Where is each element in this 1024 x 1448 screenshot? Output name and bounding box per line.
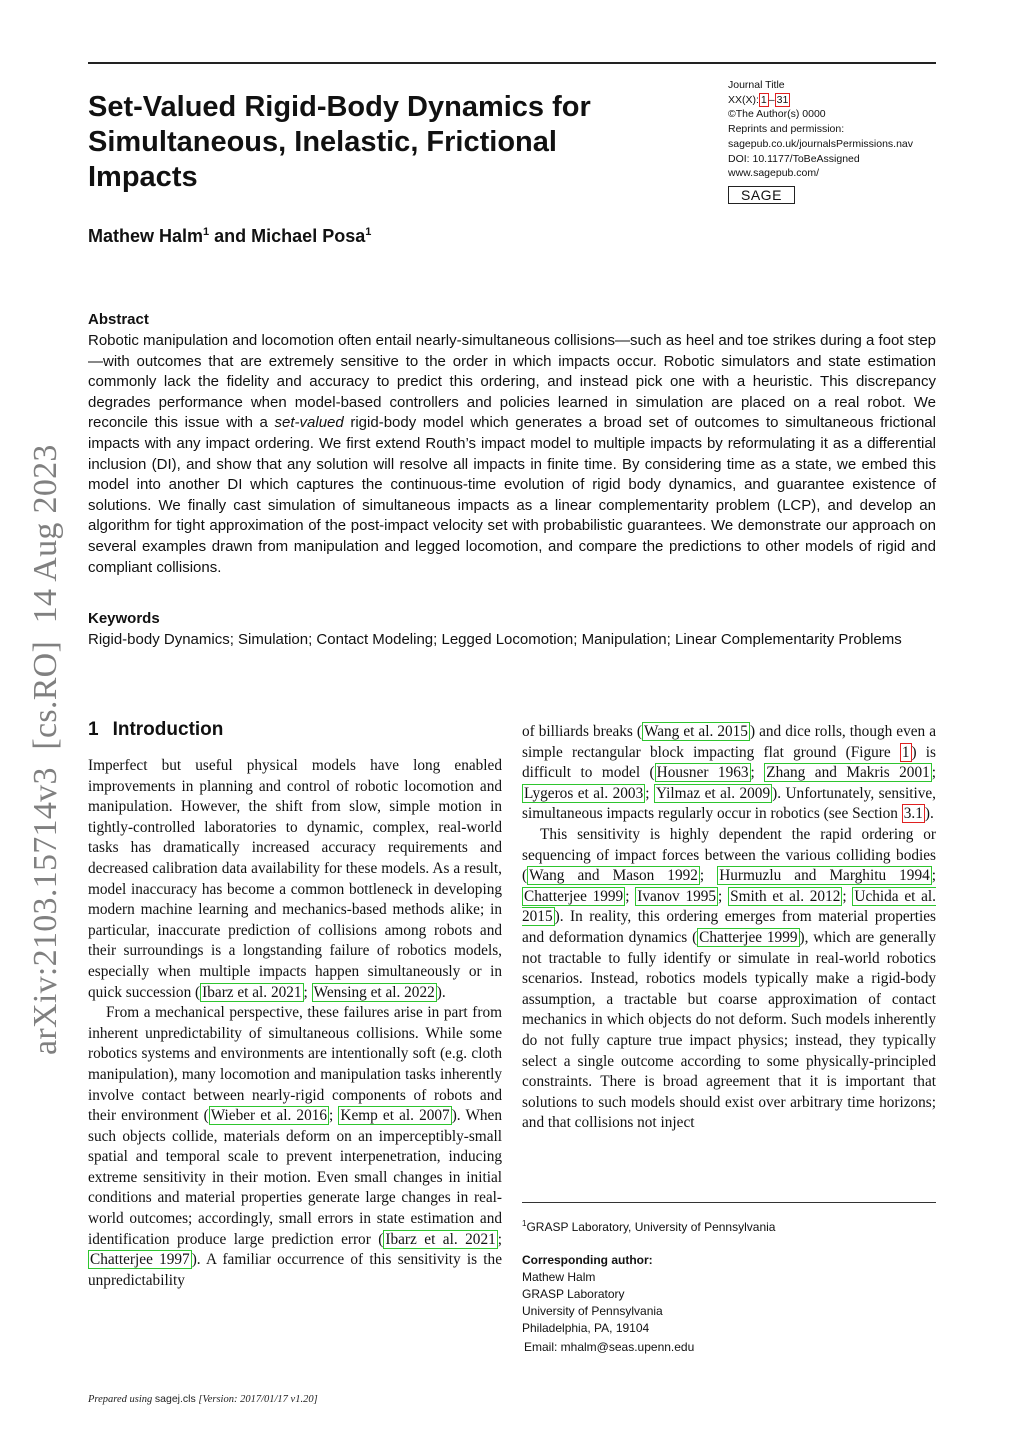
journal-copyright: ©The Author(s) 0000	[728, 108, 826, 121]
keywords-body: Rigid-body Dynamics; Simulation; Contact Modeling; Legged Locomotion; Manipulation; Linear Complementarity Problems	[88, 631, 902, 648]
abstract-body: Robotic manipulation and locomotion often entail nearly-simultaneous collisions—such as heel and toe strikes during a foot step—with outcomes that are extremely sensitive to the order in which impacts occur. Robotic simulators and state estimation commonly lack the fidelity and accuracy to predict this ordering, and instead pick one with a heuristic. This discrepancy degrades performance when model-based controllers and policies learned in simulation are placed on a real robot. We reconcile this issue with a set-valued rigid-body model which generates a broad set of outcomes to simultaneous frictional impacts with any impact ordering. We first extend Routh’s impact model to multiple impacts by reformulating it as a differential inclusion (DI), and show that any solution will resolve all impacts in finite time. By considering time as a state, we embed this model into another DI which captures the continuous-time evolution of rigid body dynamics, and guarantee existence of solutions. We finally cast simulation of simultaneous impacts as a linear complementarity problem (LCP), and develop an algorithm for tight approximation of the post-impact velocity set with probabilistic guarantees. We demonstrate our approach on several examples drawn from manipulation and legged locomotion, and compare the predictions to other models of rigid and compliant collisions.	[88, 332, 936, 576]
left-column	[88, 756, 502, 1291]
citation-link[interactable]: Hurmuzlu and Marghitu 1994	[719, 867, 930, 885]
journal-volume: XX(X): 1 – 31	[728, 93, 789, 106]
page-end-link[interactable]: 31	[776, 93, 789, 106]
citation-link[interactable]: Chatterjee 1999	[524, 887, 624, 905]
citation-link[interactable]: Smith et al. 2012	[730, 887, 841, 905]
citation-link[interactable]: Wang et al. 2015	[644, 723, 748, 740]
citation-link[interactable]: Housner 1963	[656, 764, 749, 782]
keywords-heading: Keywords	[88, 610, 160, 627]
journal-reprints-url: sagepub.co.uk/journalsPermissions.nav	[728, 137, 914, 150]
citation-link[interactable]: Ivanov 1995	[637, 887, 717, 905]
citation-link[interactable]: Chatterjee 1997	[90, 1251, 190, 1269]
section-heading	[88, 719, 223, 741]
figure-ref-link[interactable]: 1	[901, 743, 910, 761]
corresponding-label: Corresponding author:	[522, 1253, 653, 1267]
abstract-heading: Abstract	[88, 311, 149, 328]
author-2-affil: 1	[365, 226, 372, 238]
affiliation-footnote: $^1$GRASP Laboratory, University of Pennsylvania	[522, 1219, 776, 1234]
citation-link[interactable]: Kemp et al. 2007	[340, 1107, 450, 1125]
author-1: Mathew Halm	[88, 226, 204, 246]
paragraph: of billiards breaks ( Wang et al. 2015 ) and dice rolls, though even a simple rectangular block impacting flat ground (Figure 1 ) is difficult to model ( Housner 1963 ; Zhang and Makris 2001 ; Lygeros et al. 2003 ; Yilmaz et al. 2009 ). Unfortunately, sensitive, simultaneous impacts regularly occur in robotics (see Section 3.1 ).	[522, 723, 936, 823]
citation-link[interactable]: Wieber et al. 2016	[210, 1107, 328, 1125]
arxiv-stamp: arXiv:2103.15714v3 [cs.RO] 14 Aug 2023	[27, 444, 64, 1055]
citation-link[interactable]: Yilmaz et al. 2009	[655, 784, 771, 802]
journal-info	[728, 78, 948, 205]
citation-link[interactable]: Uchida et al. 2015	[522, 887, 936, 926]
citation-link[interactable]: Chatterjee 1999	[699, 928, 798, 946]
corresponding-author	[522, 1252, 936, 1356]
citation-link[interactable]: Wensing et al. 2022	[313, 983, 435, 1001]
author-2: Michael Posa	[251, 226, 366, 246]
journal-doi: DOI: 10.1177/ToBeAssigned	[728, 152, 860, 165]
header-rule	[88, 62, 936, 64]
author-1-affil: 1	[203, 226, 210, 238]
citation-link[interactable]: Ibarz et al. 2021	[385, 1230, 496, 1248]
paper-title: Set-Valued Rigid-Body Dynamics for Simultaneous, Inelastic, Frictional Impacts	[88, 91, 591, 193]
footnote-rule	[522, 1202, 936, 1203]
corresponding-name: Mathew Halm	[522, 1270, 596, 1284]
corresponding-lab: GRASP Laboratory	[522, 1287, 625, 1301]
corresponding-city: Philadelphia, PA, 19104	[522, 1321, 650, 1335]
journal-site: www.sagepub.com/	[728, 167, 820, 180]
journal-reprints: Reprints and permission:	[728, 123, 845, 136]
paragraph: Imperfect but useful physical models have long enabled improvements in planning and control of robotic locomotion and manipulation. However, the shift from slow, simple motion in tightly-controlled laboratories to dynamic, complex, real-world tasks has dramatically increased accuracy requirements and decreased calibration data availability for these models. As a result, model inaccuracy has become a common bottleneck in developing modern machine learning and mechanics-based methods alike; in particular, inaccurate prediction of collisions among robots and their surroundings is a longstanding failure of robotics models, especially when multiple impacts happen simultaneously or in quick succession ( Ibarz et al. 2021 ; Wensing et al. 2022 ).	[88, 757, 502, 1001]
section-number: 1	[88, 719, 99, 740]
right-column	[522, 722, 936, 1134]
author-list: Mathew Halm$^1$ and Michael Posa$^1$	[88, 226, 372, 246]
journal-name: Journal Title	[728, 79, 785, 91]
sage-logo: SAGE	[728, 186, 795, 204]
corresponding-email[interactable]: Email: mhalm@seas.upenn.edu	[524, 1340, 695, 1354]
page-start-link[interactable]: 1	[760, 93, 767, 106]
corresponding-univ: University of Pennsylvania	[522, 1304, 663, 1318]
section-title: Introduction	[112, 719, 224, 740]
citation-link[interactable]: Zhang and Makris 2001	[766, 764, 930, 782]
citation-link[interactable]: Ibarz et al. 2021	[202, 983, 302, 1001]
prepared-using-footer: Prepared using sagej.cls [Version: 2017/01/17 v1.20]	[88, 1393, 318, 1405]
paragraph: From a mechanical perspective, these failures arise in part from inherent unpredictability of simultaneous collisions. While some robotics systems and environments are intentionally soft (e.g. cloth manipulation), many locomotion and manipulation tasks inherently involve contact between nearly-rigid components of robots and their environment ( Wieber et al. 2016 ; Kemp et al. 2007 ). When such objects collide, materials deform on an imperceptibly-small spatial and temporal scale to prevent interpenetration, inducing extreme sensitivity in their motion. Even small changes in initial conditions and material properties generate large changes in real-world outcomes; accordingly, small errors in state estimation and identification produce large prediction error ( Ibarz et al. 2021 ; Chatterjee 1997 ). A familiar occurrence of this sensitivity is the unpredictability	[88, 1004, 502, 1289]
citation-link[interactable]: Wang and Mason 1992	[529, 867, 698, 885]
section-ref-link[interactable]: 3.1	[903, 805, 923, 823]
paragraph: This sensitivity is highly dependent the rapid ordering or sequencing of impact forces between the various colliding bodies ( Wang and Mason 1992 ; Hurmuzlu and Marghitu 1994 ; Chatterjee 1999 ; Ivanov 1995 ; Smith et al. 2012 ; Uchida et al. 2015 ). In reality, this ordering emerges from material properties and deformation dynamics ( Chatterjee 1999 ), which are generally not tractable to fully identify or simulate in real-world robotics scenarios. Instead, robotics models typically make a rigid-body assumption, a tractable but coarse approximation of contact mechanics in which objects do not deform. Such models inherently do not fully capture true impact physics; instead, they typically select a single outcome according to some physically-principled constraints. There is broad agreement that it is important that solutions to such models should exist over arbitrary time horizons; and that collisions not inject	[522, 825, 936, 1132]
citation-link[interactable]: Lygeros et al. 2003	[524, 784, 644, 802]
